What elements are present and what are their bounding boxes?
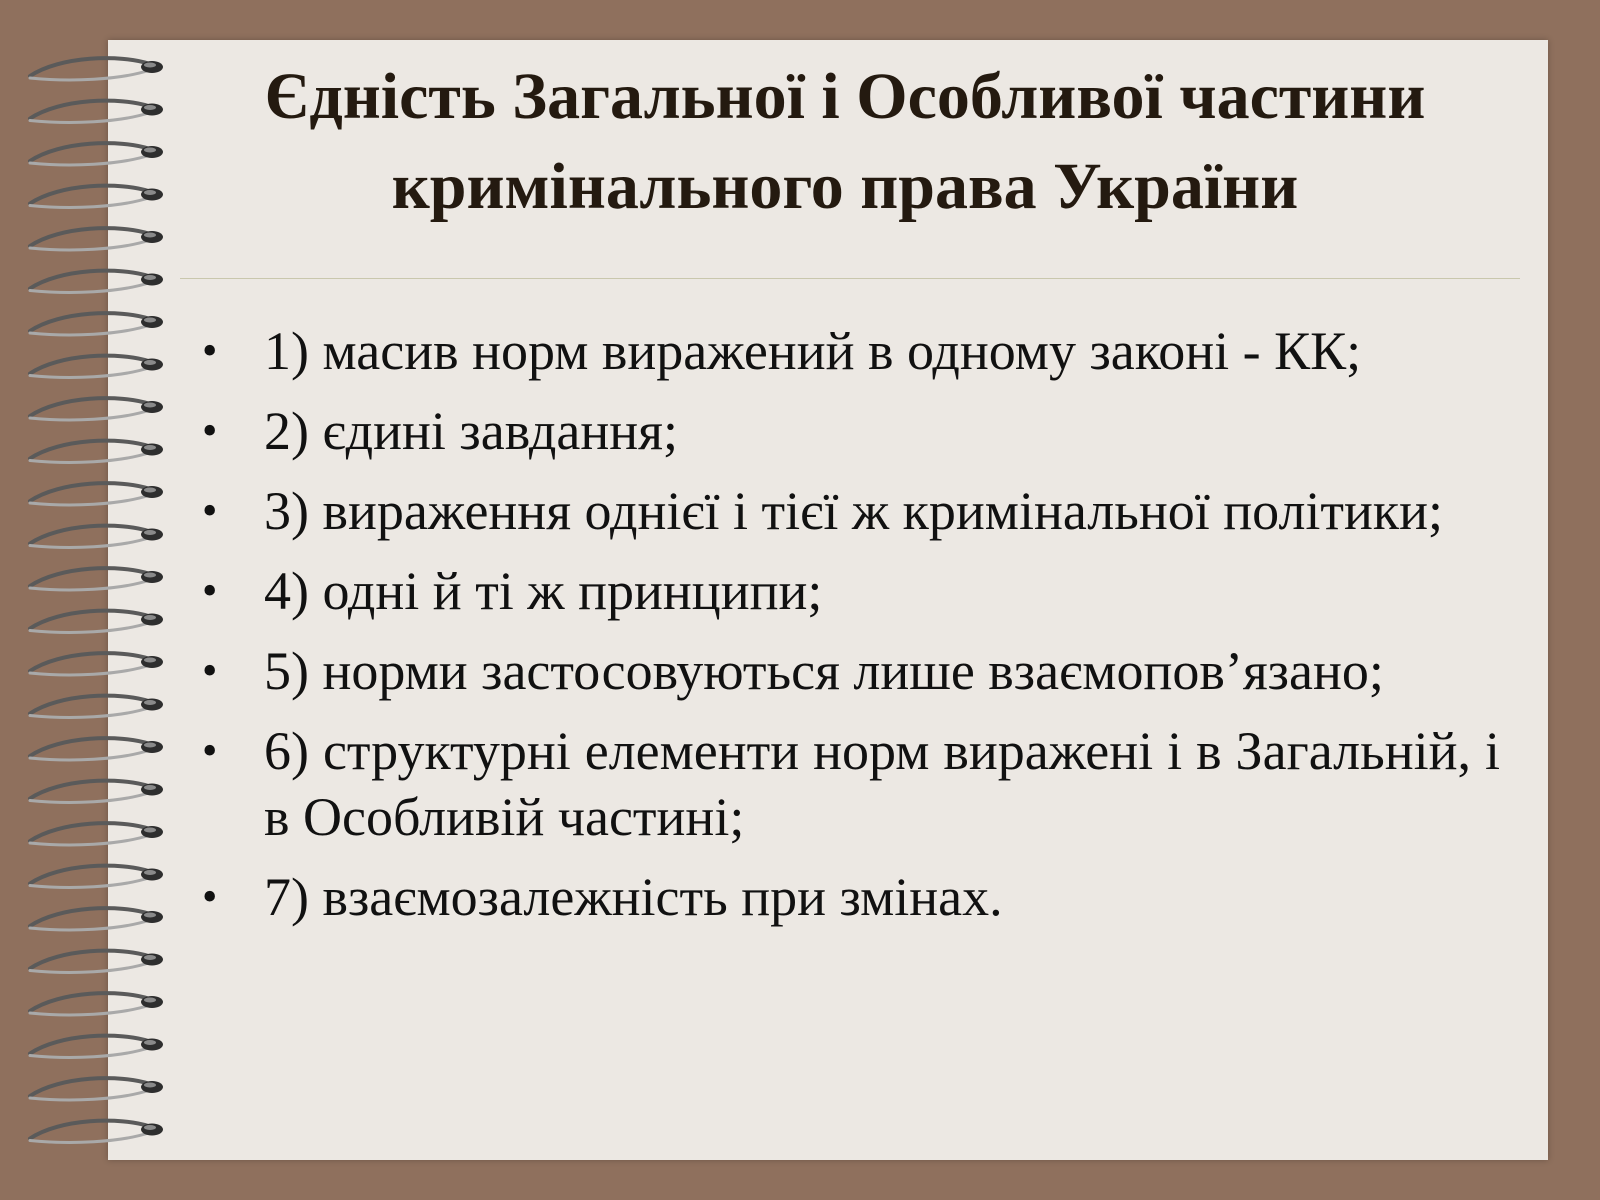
- spiral-ring-icon: [30, 951, 163, 973]
- spiral-ring-icon: [30, 1078, 163, 1100]
- list-item: [200, 864, 1500, 930]
- slide-title-line-2: кримінального права України: [391, 150, 1299, 223]
- bullet-icon: •: [202, 326, 218, 375]
- list-item-text: 4) одні й ті ж принципи;: [264, 561, 823, 621]
- spiral-ring-icon: [30, 313, 163, 335]
- spiral-ring-icon: [30, 101, 163, 123]
- spiral-ring-icon: [30, 441, 163, 463]
- spiral-ring-icon: [30, 228, 163, 250]
- spiral-ring-icon: [30, 653, 163, 675]
- spiral-ring-icon: [30, 186, 163, 208]
- spiral-ring-icon: [30, 143, 163, 165]
- bullet-icon: •: [202, 406, 218, 455]
- list-item: [200, 558, 1500, 624]
- spiral-ring-icon: [30, 781, 163, 803]
- list-item: [200, 718, 1500, 850]
- spiral-ring-icon: [30, 356, 163, 378]
- spiral-ring-icon: [30, 993, 163, 1015]
- slide-title: [180, 52, 1510, 232]
- spiral-ring-icon: [30, 398, 163, 420]
- spiral-ring-icon: [30, 271, 163, 293]
- spiral-ring-icon: [30, 611, 163, 633]
- spiral-ring-icon: [30, 738, 163, 760]
- list-item-text: 3) вираження однієї і тієї ж кримінальної політики;: [264, 481, 1444, 541]
- spiral-ring-icon: [30, 526, 163, 548]
- list-item: [200, 318, 1500, 384]
- bullet-icon: •: [202, 486, 218, 535]
- spiral-ring-icon: [30, 1036, 163, 1058]
- bullet-icon: •: [202, 566, 218, 615]
- spiral-ring-icon: [30, 568, 163, 590]
- bullet-list: [200, 318, 1500, 944]
- bullet-icon: •: [202, 646, 218, 695]
- spiral-binding-icon: [0, 40, 190, 1160]
- list-item: [200, 478, 1500, 544]
- spiral-ring-icon: [30, 823, 163, 845]
- list-item-text: 2) єдині завдання;: [264, 401, 678, 461]
- bullet-icon: •: [202, 726, 218, 775]
- spiral-ring-icon: [30, 58, 163, 80]
- spiral-ring-icon: [30, 908, 163, 930]
- list-item: [200, 638, 1500, 704]
- list-item-text: 1) масив норм виражений в одному законі - КК;: [264, 321, 1362, 381]
- list-item: [200, 398, 1500, 464]
- list-item-text: 6) структурні елементи норм виражені і в Загальній, і в Особливій частині;: [264, 721, 1500, 847]
- slide-title-line-1: Єдність Загальної і Особливої частини: [264, 60, 1426, 133]
- spiral-ring-icon: [30, 866, 163, 888]
- spiral-ring-icon: [30, 1121, 163, 1143]
- spiral-ring-icon: [30, 696, 163, 718]
- list-item-text: 5) норми застосовуються лише взаємопов’язано;: [264, 641, 1384, 701]
- list-item-text: 7) взаємозалежність при змінах.: [264, 867, 1003, 927]
- spiral-ring-icon: [30, 483, 163, 505]
- title-divider: [180, 278, 1520, 279]
- bullet-icon: •: [202, 872, 218, 921]
